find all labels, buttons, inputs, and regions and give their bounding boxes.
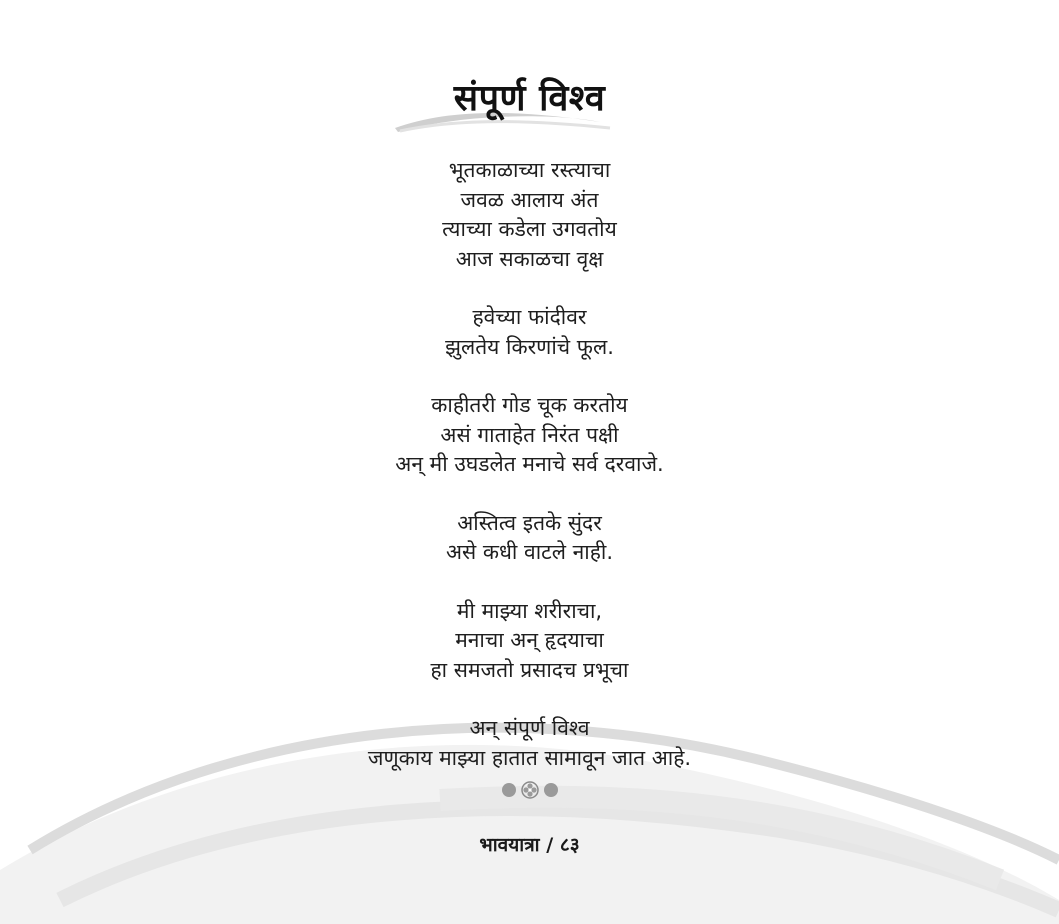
verse-line: जणूकाय माझ्या हातात सामावून जात आहे. [367, 745, 692, 770]
page-number: ८३ [559, 834, 580, 856]
verse-line: असं गाताहेत निरंत पक्षी [440, 422, 619, 447]
book-title: भावयात्रा [479, 834, 540, 856]
stanza-3 [0, 391, 1059, 480]
verse-line: झुलतेय किरणांचे फूल. [445, 334, 614, 359]
verse-line: जवळ आलाय अंत [460, 187, 599, 212]
verse-line: असे कधी वाटले नाही. [445, 540, 614, 564]
verse-line: अन् मी उघडलेत मनाचे सर्व दरवाजे. [395, 452, 664, 476]
poem-title: संपूर्ण विश्व [453, 78, 606, 119]
verse-line: अस्तित्व इतके सुंदर [457, 510, 602, 535]
stanza-6 [0, 714, 1059, 773]
verse-line: मनाचा अन् हृदयाचा [455, 628, 604, 652]
verse-line: अन् संपूर्ण विश्व [469, 716, 590, 740]
flower-ornament-icon [500, 780, 560, 800]
verse-line: हा समजतो प्रसादच प्रभूचा [430, 657, 629, 682]
poem-body [0, 156, 1059, 802]
verse-line: मी माझ्या शरीराचा, [456, 598, 603, 623]
verse-line: त्याच्या कडेला उगवतोय [442, 217, 617, 241]
stanza-5 [0, 597, 1059, 686]
footer-separator: / [546, 834, 554, 856]
verse-line: काहीतरी गोड चूक करतोय [431, 393, 628, 417]
stanza-2 [0, 303, 1059, 362]
end-ornament [0, 780, 1059, 800]
page-footer [0, 831, 1059, 857]
stanza-1 [0, 156, 1059, 274]
verse-line: आज सकाळचा वृक्ष [455, 246, 604, 271]
verse-line: हवेच्या फांदीवर [472, 305, 587, 329]
verse-line: भूतकाळाच्या रस्त्याचा [448, 158, 611, 182]
stanza-4 [0, 509, 1059, 568]
